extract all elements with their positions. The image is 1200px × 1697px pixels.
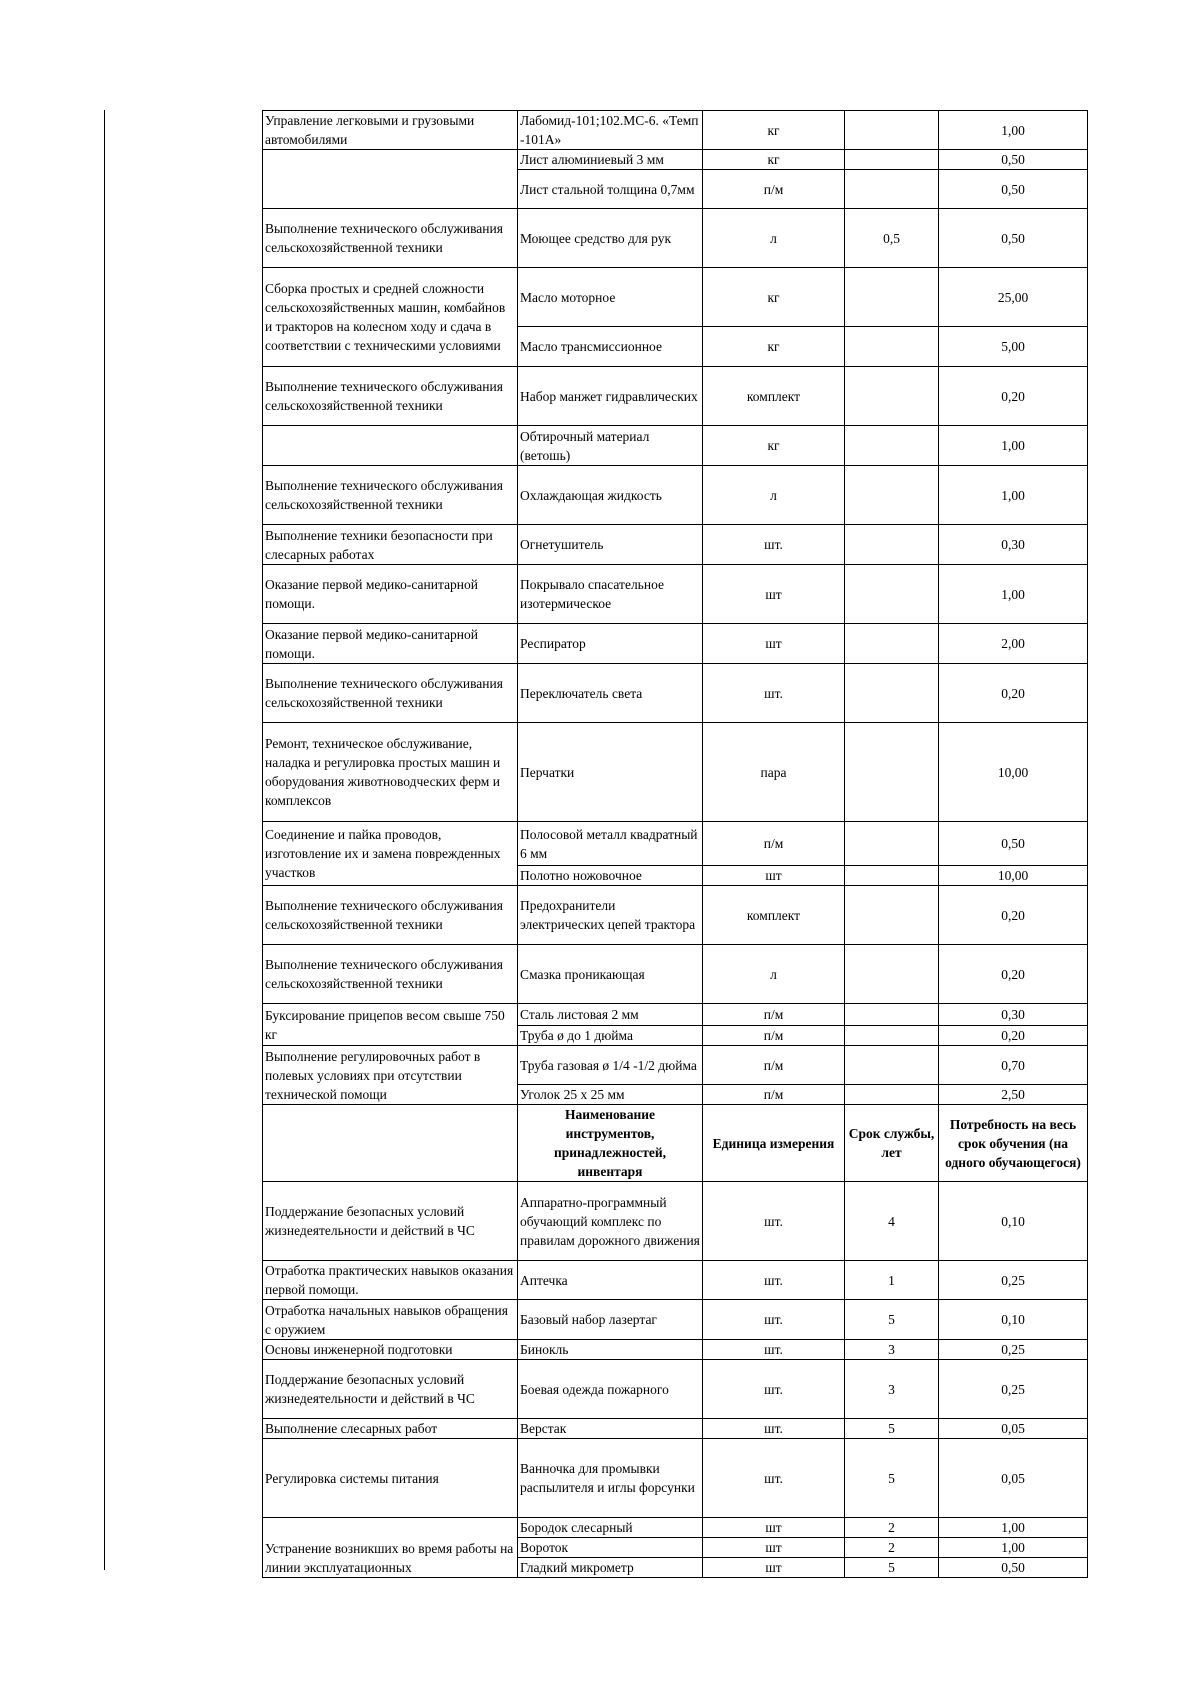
need-cell: 5,00 — [939, 327, 1088, 367]
table-row — [263, 723, 1088, 822]
unit-cell: комплект — [703, 886, 845, 945]
item-name-cell: Гладкий микрометр — [518, 1558, 703, 1578]
term-cell — [845, 466, 939, 525]
term-cell — [845, 664, 939, 723]
unit-cell: шт. — [703, 1419, 845, 1439]
activity-cell: Устранение возникших во время работы на линии эксплуатационных — [263, 1518, 518, 1578]
unit-cell: кг — [703, 111, 845, 150]
activity-cell: Выполнение технического обслуживания сельскохозяйственной техники — [263, 886, 518, 945]
need-cell: 0,50 — [939, 822, 1088, 866]
table-row — [263, 1261, 1088, 1300]
item-name-cell: Лист стальной толщина 0,7мм — [518, 170, 703, 209]
unit-cell: п/м — [703, 170, 845, 209]
item-name-cell: Масло трансмиссионное — [518, 327, 703, 367]
item-name-cell: Лабомид-101;102.МС-6. «Темп -101А» — [518, 111, 703, 150]
term-cell — [845, 367, 939, 426]
unit-cell: шт. — [703, 1360, 845, 1419]
need-cell: 25,00 — [939, 268, 1088, 327]
unit-cell: л — [703, 209, 845, 268]
unit-cell: пара — [703, 723, 845, 822]
item-name-cell: Уголок 25 х 25 мм — [518, 1085, 703, 1105]
activity-cell: Выполнение технического обслуживания сельскохозяйственной техники — [263, 664, 518, 723]
need-cell: 10,00 — [939, 723, 1088, 822]
header-name: Наименование инструментов, принадлежностей, инвентаря — [518, 1105, 703, 1182]
need-cell: 0,05 — [939, 1419, 1088, 1439]
item-name-cell: Переключатель света — [518, 664, 703, 723]
unit-cell: л — [703, 466, 845, 525]
table-row — [263, 664, 1088, 723]
item-name-cell: Верстак — [518, 1419, 703, 1439]
activity-cell: Ремонт, техническое обслуживание, наладка и регулировка простых машин и оборудования животноводческих ферм и комплексов — [263, 723, 518, 822]
activity-cell: Выполнение технического обслуживания сельскохозяйственной техники — [263, 367, 518, 426]
table-row — [263, 565, 1088, 624]
term-cell: 3 — [845, 1360, 939, 1419]
item-name-cell: Вороток — [518, 1538, 703, 1558]
activity-cell: Выполнение регулировочных работ в полевых условиях при отсутствии технической помощи — [263, 1046, 518, 1105]
need-cell: 0,70 — [939, 1046, 1088, 1085]
unit-cell: комплект — [703, 367, 845, 426]
need-cell: 0,20 — [939, 664, 1088, 723]
activity-cell: Оказание первой медико-санитарной помощи. — [263, 624, 518, 664]
table-row — [263, 886, 1088, 945]
unit-cell: шт. — [703, 1340, 845, 1360]
activity-cell: Выполнение техники безопасности при слесарных работах — [263, 525, 518, 565]
item-name-cell: Труба газовая ø 1/4 -1/2 дюйма — [518, 1046, 703, 1085]
item-name-cell: Огнетушитель — [518, 525, 703, 565]
materials-table — [262, 110, 1088, 1578]
item-name-cell: Сталь листовая 2 мм — [518, 1004, 703, 1026]
need-cell: 0,30 — [939, 525, 1088, 565]
unit-cell: кг — [703, 327, 845, 367]
unit-cell: шт. — [703, 1439, 845, 1518]
term-cell — [845, 426, 939, 466]
table-row — [263, 1004, 1088, 1026]
item-name-cell: Полосовой металл квадратный 6 мм — [518, 822, 703, 866]
need-cell: 0,50 — [939, 209, 1088, 268]
activity-cell: Управление легковыми и грузовыми автомобилями — [263, 111, 518, 150]
need-cell: 1,00 — [939, 565, 1088, 624]
need-cell: 1,00 — [939, 466, 1088, 525]
need-cell: 2,50 — [939, 1085, 1088, 1105]
term-cell — [845, 170, 939, 209]
unit-cell: шт. — [703, 1261, 845, 1300]
term-cell — [845, 945, 939, 1004]
activity-cell: Выполнение технического обслуживания сельскохозяйственной техники — [263, 466, 518, 525]
term-cell: 5 — [845, 1558, 939, 1578]
activity-cell: Отработка начальных навыков обращения с оружием — [263, 1300, 518, 1340]
need-cell: 0,10 — [939, 1300, 1088, 1340]
unit-cell: п/м — [703, 1085, 845, 1105]
unit-cell: п/м — [703, 1026, 845, 1046]
item-name-cell: Аппаратно-программный обучающий комплекс по правилам дорожного движения — [518, 1182, 703, 1261]
need-cell: 0,20 — [939, 945, 1088, 1004]
activity-cell: Выполнение технического обслуживания сельскохозяйственной техники — [263, 209, 518, 268]
unit-cell: шт. — [703, 525, 845, 565]
term-cell — [845, 525, 939, 565]
need-cell: 1,00 — [939, 426, 1088, 466]
item-name-cell: Ванночка для промывки распылителя и иглы форсунки — [518, 1439, 703, 1518]
item-name-cell: Боевая одежда пожарного — [518, 1360, 703, 1419]
need-cell: 0,30 — [939, 1004, 1088, 1026]
table-row — [263, 111, 1088, 150]
item-name-cell: Смазка проникающая — [518, 945, 703, 1004]
table-row — [263, 945, 1088, 1004]
need-cell: 0,50 — [939, 170, 1088, 209]
item-name-cell: Предохранители электрических цепей трактора — [518, 886, 703, 945]
need-cell: 10,00 — [939, 866, 1088, 886]
activity-cell — [263, 150, 518, 209]
term-cell: 1 — [845, 1261, 939, 1300]
header-term: Срок службы, лет — [845, 1105, 939, 1182]
need-cell: 1,00 — [939, 1518, 1088, 1538]
need-cell: 0,50 — [939, 1558, 1088, 1578]
item-name-cell: Аптечка — [518, 1261, 703, 1300]
item-name-cell: Охлаждающая жидкость — [518, 466, 703, 525]
activity-cell: Основы инженерной подготовки — [263, 1340, 518, 1360]
unit-cell: шт — [703, 866, 845, 886]
need-cell: 0,05 — [939, 1439, 1088, 1518]
term-cell — [845, 624, 939, 664]
item-name-cell: Базовый набор лазертаг — [518, 1300, 703, 1340]
table-row — [263, 1419, 1088, 1439]
unit-cell: л — [703, 945, 845, 1004]
table-row — [263, 367, 1088, 426]
unit-cell: шт — [703, 1558, 845, 1578]
need-cell: 0,20 — [939, 1026, 1088, 1046]
need-cell: 0,50 — [939, 150, 1088, 170]
header-empty-cell — [263, 1105, 518, 1182]
activity-cell: Выполнение технического обслуживания сельскохозяйственной техники — [263, 945, 518, 1004]
need-cell: 0,20 — [939, 886, 1088, 945]
term-cell — [845, 886, 939, 945]
unit-cell: шт. — [703, 1300, 845, 1340]
term-cell — [845, 111, 939, 150]
table-row — [263, 426, 1088, 466]
table-row — [263, 1300, 1088, 1340]
activity-cell: Регулировка системы питания — [263, 1439, 518, 1518]
table-row — [263, 525, 1088, 565]
item-name-cell: Перчатки — [518, 723, 703, 822]
term-cell: 4 — [845, 1182, 939, 1261]
item-name-cell: Моющее средство для рук — [518, 209, 703, 268]
activity-cell: Оказание первой медико-санитарной помощи. — [263, 565, 518, 624]
term-cell: 5 — [845, 1300, 939, 1340]
term-cell — [845, 1026, 939, 1046]
table-header-row — [263, 1105, 1088, 1182]
table-row — [263, 822, 1088, 866]
term-cell — [845, 723, 939, 822]
need-cell: 0,25 — [939, 1261, 1088, 1300]
term-cell — [845, 150, 939, 170]
activity-cell: Поддержание безопасных условий жизнедеятельности и действий в ЧС — [263, 1182, 518, 1261]
item-name-cell: Респиратор — [518, 624, 703, 664]
table-row — [263, 150, 1088, 170]
unit-cell: п/м — [703, 822, 845, 866]
item-name-cell: Бородок слесарный — [518, 1518, 703, 1538]
need-cell: 0,25 — [939, 1360, 1088, 1419]
term-cell — [845, 565, 939, 624]
item-name-cell: Обтирочный материал (ветошь) — [518, 426, 703, 466]
activity-cell: Сборка простых и средней сложности сельскохозяйственных машин, комбайнов и тракторов на колесном ходу и сдача в соответствии с техническими условиями — [263, 268, 518, 367]
term-cell: 0,5 — [845, 209, 939, 268]
table-row — [263, 624, 1088, 664]
left-margin-rule — [104, 110, 105, 1570]
item-name-cell: Покрывало спасательное изотермическое — [518, 565, 703, 624]
header-need: Потребность на весь срок обучения (на одного обучающегося) — [939, 1105, 1088, 1182]
table-row — [263, 268, 1088, 327]
activity-cell — [263, 426, 518, 466]
header-unit: Единица измерения — [703, 1105, 845, 1182]
unit-cell: п/м — [703, 1046, 845, 1085]
unit-cell: шт — [703, 1538, 845, 1558]
activity-cell: Отработка практических навыков оказания первой помощи. — [263, 1261, 518, 1300]
term-cell — [845, 822, 939, 866]
unit-cell: шт — [703, 565, 845, 624]
table-row — [263, 1360, 1088, 1419]
need-cell: 0,25 — [939, 1340, 1088, 1360]
item-name-cell: Лист алюминиевый 3 мм — [518, 150, 703, 170]
item-name-cell: Труба ø до 1 дюйма — [518, 1026, 703, 1046]
term-cell: 3 — [845, 1340, 939, 1360]
unit-cell: кг — [703, 268, 845, 327]
item-name-cell: Набор манжет гидравлических — [518, 367, 703, 426]
term-cell: 5 — [845, 1419, 939, 1439]
need-cell: 1,00 — [939, 1538, 1088, 1558]
table-row — [263, 1182, 1088, 1261]
unit-cell: п/м — [703, 1004, 845, 1026]
activity-cell: Буксирование прицепов весом свыше 750 кг — [263, 1004, 518, 1046]
term-cell — [845, 1085, 939, 1105]
activity-cell: Поддержание безопасных условий жизнедеятельности и действий в ЧС — [263, 1360, 518, 1419]
unit-cell: кг — [703, 426, 845, 466]
term-cell: 5 — [845, 1439, 939, 1518]
table-row — [263, 1046, 1088, 1085]
table-row — [263, 209, 1088, 268]
term-cell: 2 — [845, 1538, 939, 1558]
unit-cell: шт — [703, 1518, 845, 1538]
term-cell: 2 — [845, 1518, 939, 1538]
term-cell — [845, 268, 939, 327]
unit-cell: шт — [703, 624, 845, 664]
item-name-cell: Полотно ножовочное — [518, 866, 703, 886]
need-cell: 1,00 — [939, 111, 1088, 150]
table-row — [263, 466, 1088, 525]
term-cell — [845, 1004, 939, 1026]
unit-cell: шт. — [703, 664, 845, 723]
table-row — [263, 1340, 1088, 1360]
unit-cell: шт. — [703, 1182, 845, 1261]
need-cell: 2,00 — [939, 624, 1088, 664]
item-name-cell: Бинокль — [518, 1340, 703, 1360]
term-cell — [845, 1046, 939, 1085]
need-cell: 0,20 — [939, 367, 1088, 426]
need-cell: 0,10 — [939, 1182, 1088, 1261]
activity-cell: Соединение и пайка проводов, изготовление их и замена поврежденных участков — [263, 822, 518, 886]
unit-cell: кг — [703, 150, 845, 170]
activity-cell: Выполнение слесарных работ — [263, 1419, 518, 1439]
term-cell — [845, 866, 939, 886]
term-cell — [845, 327, 939, 367]
table-row — [263, 1518, 1088, 1538]
item-name-cell: Масло моторное — [518, 268, 703, 327]
table-row — [263, 1439, 1088, 1518]
